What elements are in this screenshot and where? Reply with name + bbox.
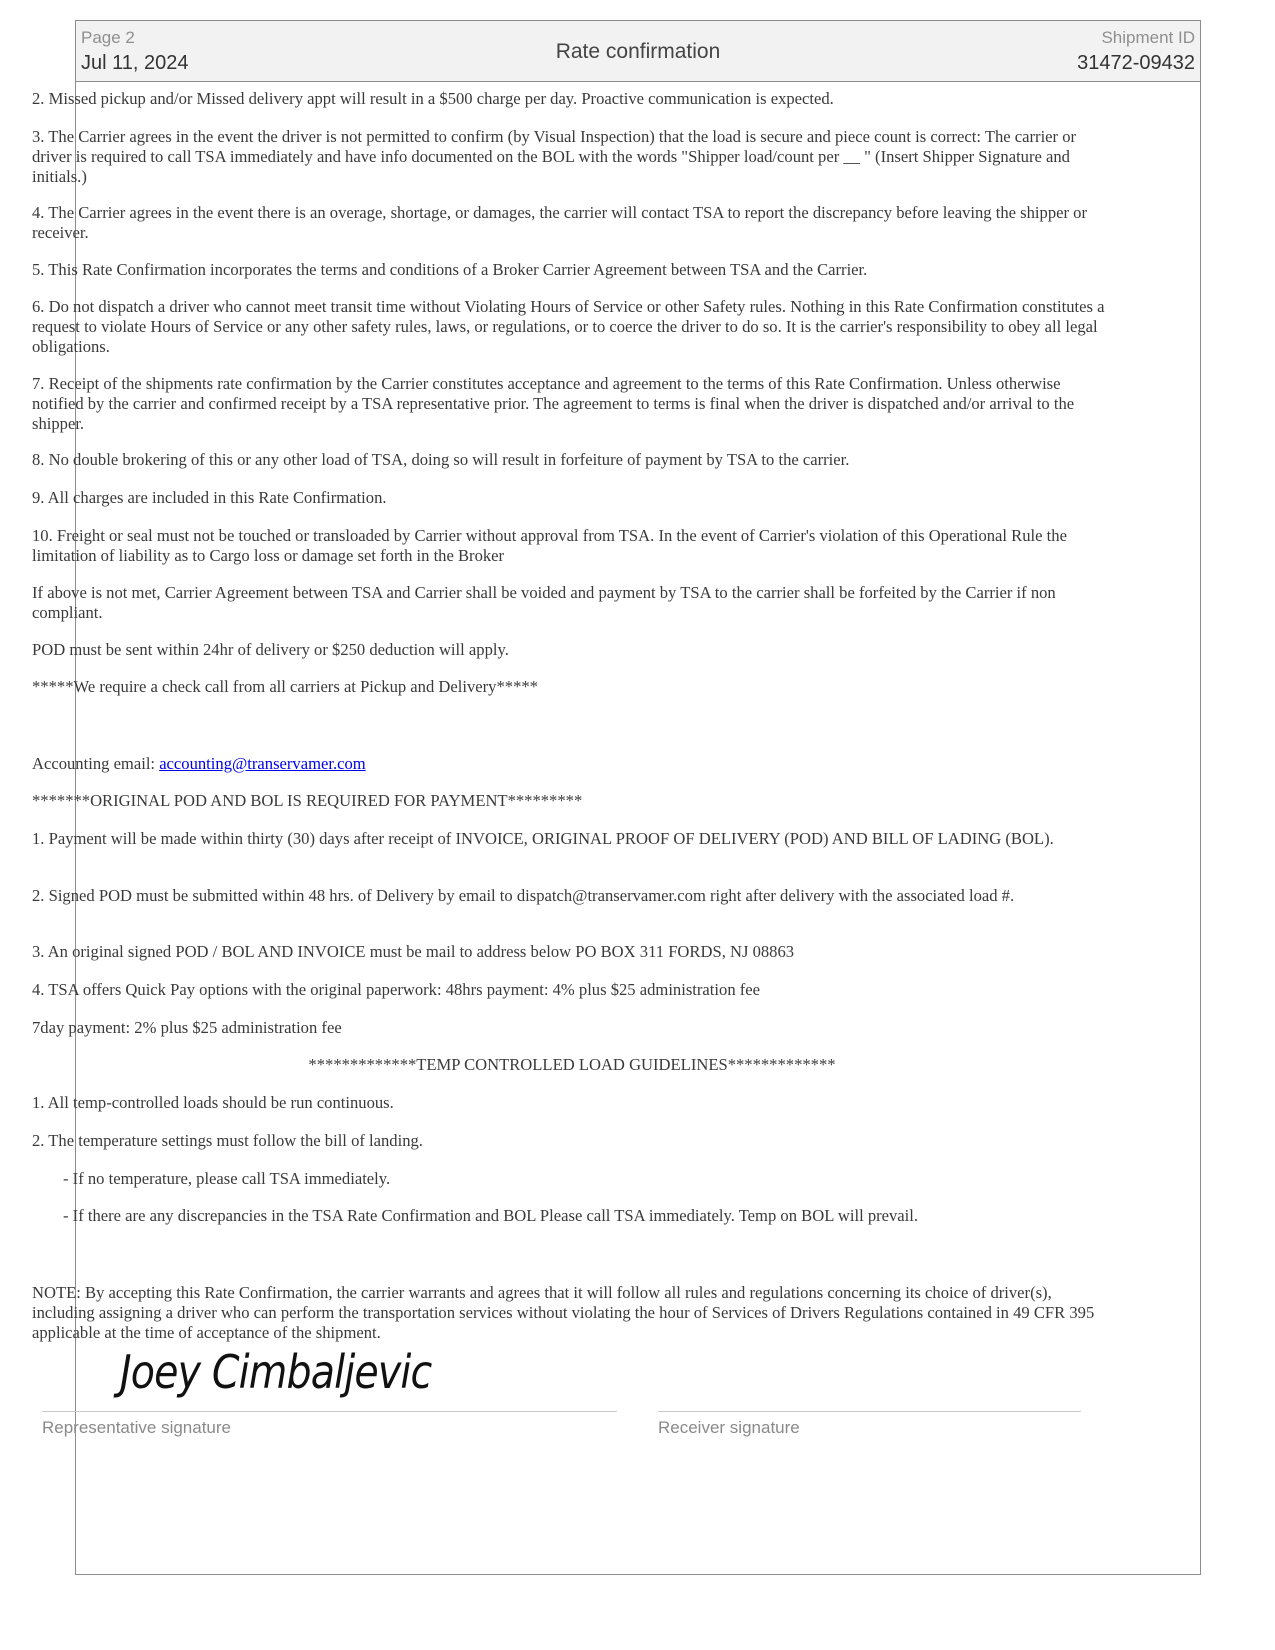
temp-term-2: 2. The temperature settings must follow the bill of landing. xyxy=(32,1131,423,1150)
carrier-note: NOTE: By accepting this Rate Confirmation, the carrier warrants and agrees that it will follow all rules and regulations concerning its choice of driver(s), including assigning a driver who can perform the transportation services without violating the hour of Services of Drivers Regulations contained in 49 CFR 395 applicable at the time of acceptance of the shipment. xyxy=(32,1283,1095,1342)
page-header xyxy=(76,21,1200,82)
representative-signature-label: Representative signature xyxy=(42,1418,232,1437)
accounting-email-label: Accounting email: xyxy=(32,754,160,773)
payment-term-1: 1. Payment will be made within thirty (30) days after receipt of INVOICE, ORIGINAL PROOF OF DELIVERY (POD) AND BILL OF LADING (BOL). xyxy=(32,829,1054,848)
check-call-notice: *****We require a check call from all carriers at Pickup and Delivery***** xyxy=(32,677,538,696)
shipment-id-label: Shipment ID xyxy=(1101,28,1195,47)
void-clause: If above is not met, Carrier Agreement between TSA and Carrier shall be voided and payment by TSA to the carrier shall be forfeited by the Carrier if non compliant. xyxy=(32,583,1056,622)
page-title: Rate confirmation xyxy=(555,40,721,63)
payment-term-2: 2. Signed POD must be submitted within 48 hrs. of Delivery by email to dispatch@transervamer.com right after delivery with the associated load #. xyxy=(32,886,1015,905)
pod-deadline: POD must be sent within 24hr of delivery or $250 deduction will apply. xyxy=(32,640,509,659)
representative-signature-line[interactable] xyxy=(42,1411,617,1412)
term-6: 6. Do not dispatch a driver who cannot meet transit time without Violating Hours of Service or other Safety rules. Nothing in this Rate Confirmation constitutes a request to violate Hours of Service or any other safety rules, laws, or regulations, or to coerce the driver to do so. It is the carrier's responsibility to obey all legal obligations. xyxy=(32,297,1105,356)
payment-term-5: 7day payment: 2% plus $25 administration fee xyxy=(32,1018,342,1037)
term-5: 5. This Rate Confirmation incorporates the terms and conditions of a Broker Carrier Agreement between TSA and the Carrier. xyxy=(32,260,868,279)
payment-required-heading: *******ORIGINAL POD AND BOL IS REQUIRED FOR PAYMENT********* xyxy=(32,791,583,810)
shipment-id-value: 31472-09432 xyxy=(1077,52,1195,74)
accounting-email-line xyxy=(32,754,1112,774)
term-3: 3. The Carrier agrees in the event the driver is not permitted to confirm (by Visual Inspection) that the load is secure and piece count is correct: The carrier or driver is required to call TSA immediately and have info documented on the BOL with the words "Shipper load/count per __ " (Insert Shipper Signature and initials.) xyxy=(32,127,1077,186)
temp-guidelines-heading: *************TEMP CONTROLLED LOAD GUIDELINES************* xyxy=(308,1055,836,1074)
term-7: 7. Receipt of the shipments rate confirmation by the Carrier constitutes acceptance and agreement to the terms of this Rate Confirmation. Unless otherwise notified by the carrier and confirmed receipt by a TSA representative prior. The agreement to terms is final when the driver is dispatched and/or arrival to the shipper. xyxy=(32,374,1075,433)
page-number: Page 2 xyxy=(81,28,135,47)
accounting-email-link[interactable]: accounting@transervamer.com xyxy=(159,754,366,773)
temp-term-2b: - If there are any discrepancies in the TSA Rate Confirmation and BOL Please call TSA immediately. Temp on BOL will prevail. xyxy=(63,1206,919,1225)
temp-term-1: 1. All temp-controlled loads should be run continuous. xyxy=(32,1093,394,1112)
term-10: 10. Freight or seal must not be touched or transloaded by Carrier without approval from TSA. In the event of Carrier's violation of this Operational Rule the limitation of liability as to Cargo loss or damage set forth in the Broker xyxy=(32,526,1067,565)
receiver-signature-line[interactable] xyxy=(658,1411,1081,1412)
document-date: Jul 11, 2024 xyxy=(81,52,189,74)
term-2: 2. Missed pickup and/or Missed delivery appt will result in a $500 charge per day. Proactive communication is expected. xyxy=(32,89,834,108)
temp-term-2a: - If no temperature, please call TSA immediately. xyxy=(63,1169,391,1188)
payment-term-3: 3. An original signed POD / BOL AND INVOICE must be mail to address below PO BOX 311 FORDS, NJ 08863 xyxy=(32,942,795,961)
representative-signature: Joey Cimbaljevic xyxy=(120,1345,432,1399)
term-4: 4. The Carrier agrees in the event there is an overage, shortage, or damages, the carrier will contact TSA to report the discrepancy before leaving the shipper or receiver. xyxy=(32,203,1087,242)
term-8: 8. No double brokering of this or any other load of TSA, doing so will result in forfeiture of payment by TSA to the carrier. xyxy=(32,450,850,469)
term-9: 9. All charges are included in this Rate Confirmation. xyxy=(32,488,387,507)
receiver-signature-label: Receiver signature xyxy=(658,1418,800,1437)
payment-term-4: 4. TSA offers Quick Pay options with the original paperwork: 48hrs payment: 4% plus $25 administration fee xyxy=(32,980,761,999)
